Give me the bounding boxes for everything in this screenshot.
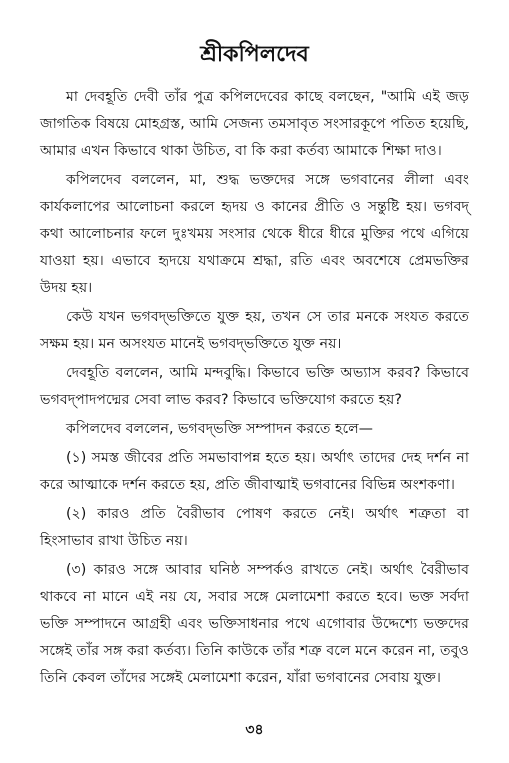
paragraph-mind-control: কেউ যখন ভগবদ্‌ভক্তিতে যুক্ত হয়, তখন সে তার মনকে সংযত করতে সক্ষম হয়। মন অসংযত মানেই ভগবদ্‌ভক্তিতে যুক্ত নয়। <box>40 309 469 352</box>
paragraph-devahuti-request: মা দেবহূতি দেবী তাঁর পুত্র কপিলদেবের কাছে বলছেন, "আমি এই জড় জাগতিক বিষয়ে মোহগ্রস্ত, আমি সেজন্য তমসাবৃত সংসারকূপে পতিত হয়েছি, আমার এখন কিভাবে থাকা উচিত, বা কি করা কর্তব্য আমাকে শিক্ষা দাও। <box>40 89 469 159</box>
paragraph-point-one: (১) সমস্ত জীবের প্রতি সমভাবাপন্ন হতে হয়। অর্থাৎ তাদের দেহ দর্শন না করে আত্মাকে দর্শন করতে হয়, প্রতি জীবাত্মাই ভগবানের বিভিন্ন অংশকণা। <box>40 450 469 493</box>
paragraph-point-two: (২) কারও প্রতি বৈরীভাব পোষণ করতে নেই। অর্থাৎ শত্রুতা বা হিংসাভাব রাখা উচিত নয়। <box>40 506 469 549</box>
paragraph-devahuti-question: দেবহূতি বললেন, আমি মন্দবুদ্ধি। কিভাবে ভক্তি অভ্যাস করব? কিভাবে ভগবদ্‌পাদপদ্মের সেবা লাভ করব? কিভাবে ভক্তিযোগ করতে হয়? <box>40 365 469 408</box>
page-title: শ্রীকপিলদেব <box>200 42 309 67</box>
page-number: ৩৪ <box>245 722 264 738</box>
paragraph-kapila-reply: কপিলদেব বললেন, মা, শুদ্ধ ভক্তদের সঙ্গে ভগবানের লীলা এবং কার্যকলাপের আলোচনা করলে হৃদয় ও কানের প্রীতি ও সন্তুষ্টি হয়। ভগবদ্‌ কথা আলোচনার ফলে দুঃখময় সংসার থেকে ধীরে ধীরে মুক্তির পথে এগিয়ে যাওয়া হয়। এভাবে হৃদয়ে যথাক্রমে শ্রদ্ধা, রতি এবং অবশেষে প্রেমভক্তির উদয় হয়। <box>40 172 469 296</box>
paragraph-kapila-intro: কপিলদেব বললেন, ভগবদ্‌ভক্তি সম্পাদন করতে হলে— <box>66 421 373 437</box>
paragraph-point-three: (৩) কারও সঙ্গে আবার ঘনিষ্ঠ সম্পর্কও রাখতে নেই। অর্থাৎ বৈরীভাব থাকবে না মানে এই নয় যে, সবার সঙ্গে মেলামেশা করতে হবে। ভক্ত সর্বদা ভক্তি সম্পাদনে আগ্রহী এবং ভক্তিসাধনার পথে এগোবার উদ্দেশ্যে ভক্তদের সঙ্গেই তাঁর সঙ্গ করা কর্তব্য। তিনি কাউকে তাঁর শত্রু বলে মনে করেন না, তবুও তিনি কেবল তাঁদের সঙ্গেই মেলামেশা করেন, যাঁরা ভগবানের সেবায় যুক্ত। <box>40 562 469 686</box>
